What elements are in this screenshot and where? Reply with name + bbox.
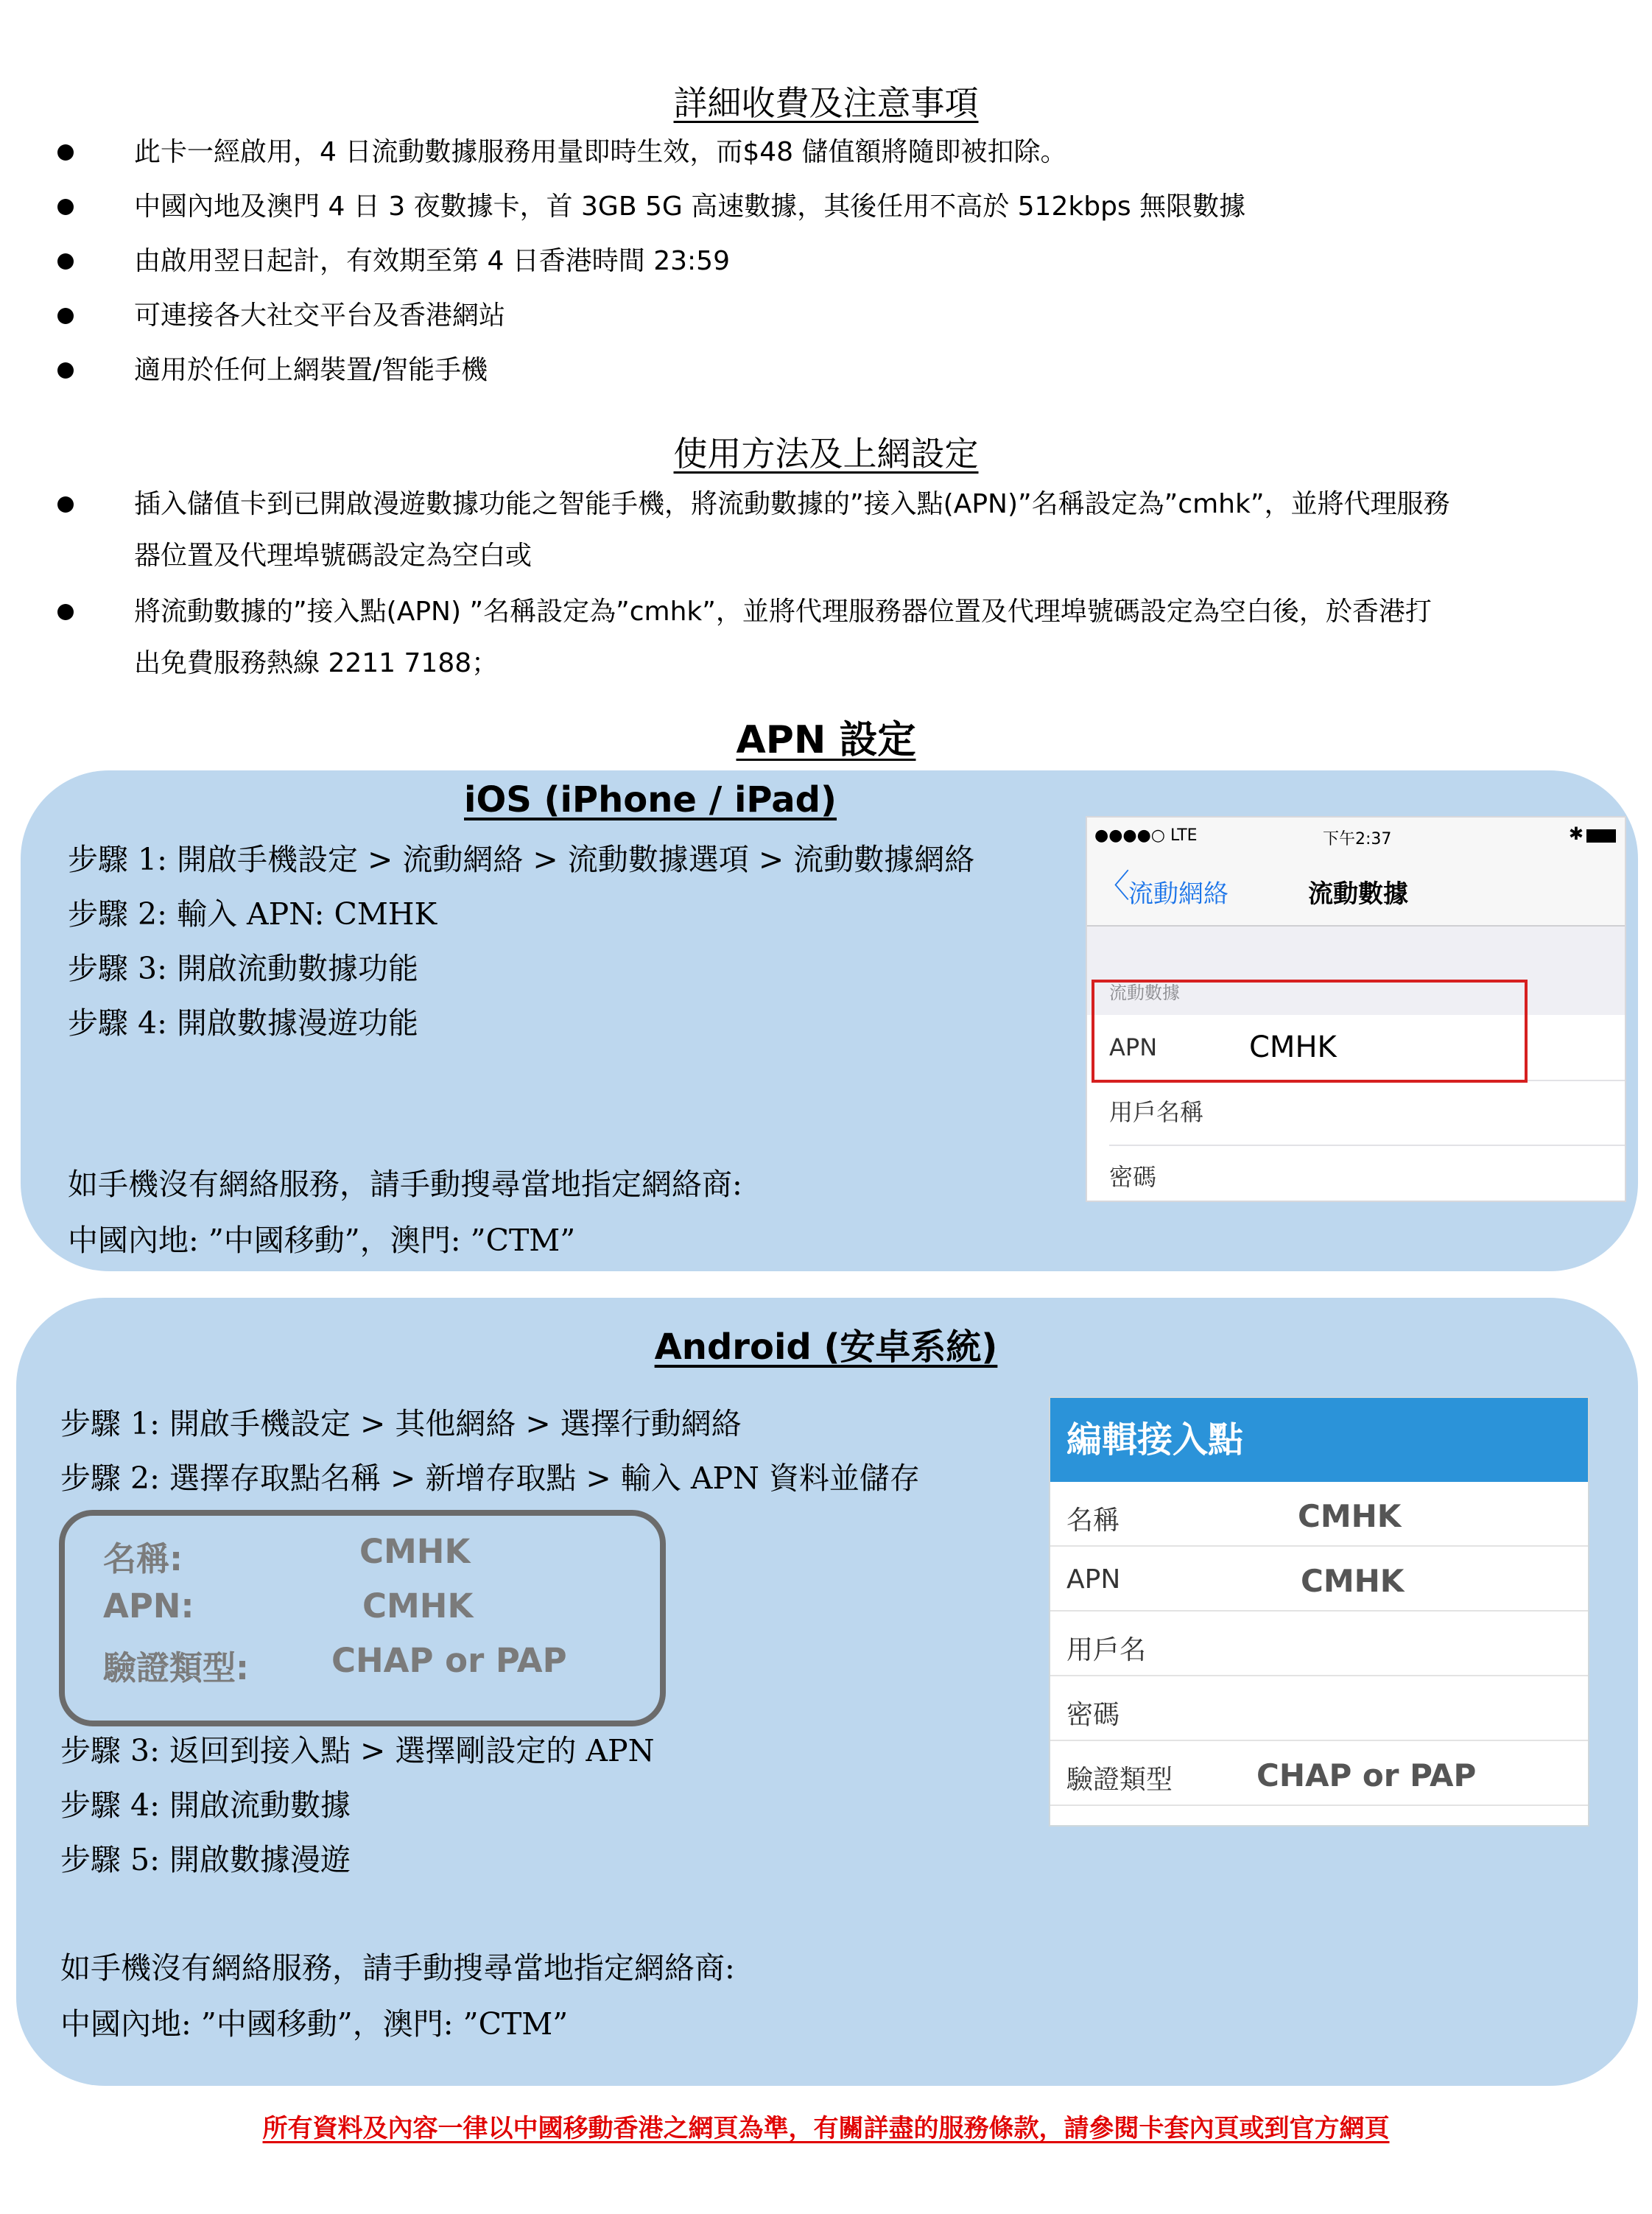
usage-list [57,479,1597,689]
ios-note: 如手機沒有網絡服務，請手動搜尋當地指定網絡商: 中國內地: ”中國移動”，澳門: ”CTM” [68,1167,742,1258]
list-item: 將流動數據的”接入點(APN) ”名稱設定為”cmhk”，並將代理服務器位置及代理埠號碼設定為空白後，於香港打 出免費服務熱線 2211 7188； [57,586,1597,689]
section-header: 流動數據 [1109,983,1180,1003]
apn-label: APN [1109,1033,1158,1061]
field-row[interactable] [1050,1676,1588,1741]
apn-value: CMHK [362,1586,474,1626]
bullet-icon [57,308,74,324]
status-time: 下午2:37 [1323,830,1392,848]
android-screenshot [1049,1396,1589,1827]
auth-label: 驗證類型: [103,1648,249,1687]
bullet-icon [57,253,74,270]
step-text: 步驟 2: 選擇存取點名稱 > 新增存取點 > 輸入 APN 資料並儲存 [60,1461,920,1496]
android-steps-a [60,1396,920,1505]
list-item: 由啟用翌日起計，有效期至第 4 日香港時間 23:59 [57,234,1597,289]
step-text: 步驟 4: 開啟數據漫遊功能 [68,1005,418,1041]
field-label: 密碼 [1066,1700,1120,1730]
step-text: 步驟 3: 返回到接入點 > 選擇剛設定的 APN [60,1733,655,1768]
field-row[interactable] [1050,1547,1588,1612]
step-text: 步驟 1: 開啟手機設定 > 流動網絡 > 流動數據選項 > 流動數據網絡 [68,842,975,877]
ios-screenshot [1086,816,1626,1202]
password-row[interactable]: 密碼 [1109,1145,1625,1202]
field-label: 驗證類型 [1066,1765,1173,1795]
step-text: 步驟 5: 開啟數據漫遊 [60,1842,351,1877]
charges-list [57,125,1597,398]
footer-disclaimer: 所有資料及內容一律以中國移動香港之網頁為準，有關詳盡的服務條款，請參閱卡套內頁或到官方網頁 [262,2114,1390,2143]
step-text: 步驟 2: 輸入 APN: CMHK [68,896,437,932]
android-title: Android (安卓系統) [654,1326,998,1368]
username-row[interactable]: 用戶名稱 [1109,1080,1625,1146]
field-row[interactable] [1050,1482,1588,1547]
nav-bar [1087,854,1625,927]
apn-label: APN: [103,1586,194,1626]
step-text: 步驟 1: 開啟手機設定 > 其他網絡 > 選擇行動網絡 [60,1406,742,1441]
apn-settings-box [59,1510,666,1726]
ios-steps [68,832,974,1050]
chevron-left-icon[interactable]: 〈 [1097,868,1130,905]
back-button[interactable]: 流動網絡 [1128,879,1229,909]
list-item: 中國內地及澳門 4 日 3 夜數據卡，首 3GB 5G 高速數據，其後任用不高於 512kbps 無限數據 [57,180,1597,234]
step-text: 步驟 4: 開啟流動數據 [60,1788,351,1823]
name-label: 名稱: [103,1539,183,1578]
auth-value: CHAP or PAP [331,1641,567,1680]
field-value[interactable]: CMHK [1298,1498,1402,1534]
apn-value[interactable]: CMHK [1249,1030,1337,1064]
bullet-icon [57,604,74,620]
android-header: 編輯接入點 [1050,1398,1588,1482]
status-bar [1087,818,1625,854]
step-text: 步驟 3: 開啟流動數據功能 [68,951,418,986]
bluetooth-icon: ✱ [1568,823,1584,844]
list-item: 此卡一經啟用，4 日流動數據服務用量即時生效，而$48 儲值額將隨即被扣除。 [57,125,1597,180]
field-value[interactable]: CHAP or PAP [1256,1757,1477,1793]
carrier-signal: ●●●●○ LTE [1094,826,1198,845]
battery-icon [1586,829,1616,843]
usage-title: 使用方法及上網設定 [673,434,979,474]
list-item: 插入儲值卡到已開啟漫遊數據功能之智能手機，將流動數據的”接入點(APN)”名稱設定為”cmhk”，並將代理服務 器位置及代理埠號碼設定為空白或 [57,479,1597,582]
field-label: APN [1066,1564,1121,1595]
list-item: 可連接各大社交平台及香港網站 [57,289,1597,343]
bullet-icon [57,199,74,215]
field-value[interactable]: CMHK [1301,1563,1405,1599]
ios-title: iOS (iPhone / iPad) [464,779,837,820]
android-steps-b [60,1723,655,1887]
bullet-icon [57,144,74,161]
field-row[interactable] [1050,1612,1588,1676]
name-value: CMHK [359,1532,471,1571]
highlight-box [1092,980,1528,1083]
field-row[interactable] [1050,1741,1588,1806]
bullet-icon [57,362,74,379]
field-label: 用戶名 [1066,1635,1147,1665]
bullet-icon [57,496,74,513]
charges-title: 詳細收費及注意事項 [673,83,979,123]
apn-title: APN 設定 [736,718,916,762]
android-note: 如手機沒有網絡服務，請手動搜尋當地指定網絡商: 中國內地: ”中國移動”，澳門: ”CTM” [60,1950,735,2042]
list-item: 適用於任何上網裝置/智能手機 [57,343,1597,398]
nav-title: 流動數據 [1308,879,1408,909]
field-label: 名稱 [1066,1505,1120,1536]
